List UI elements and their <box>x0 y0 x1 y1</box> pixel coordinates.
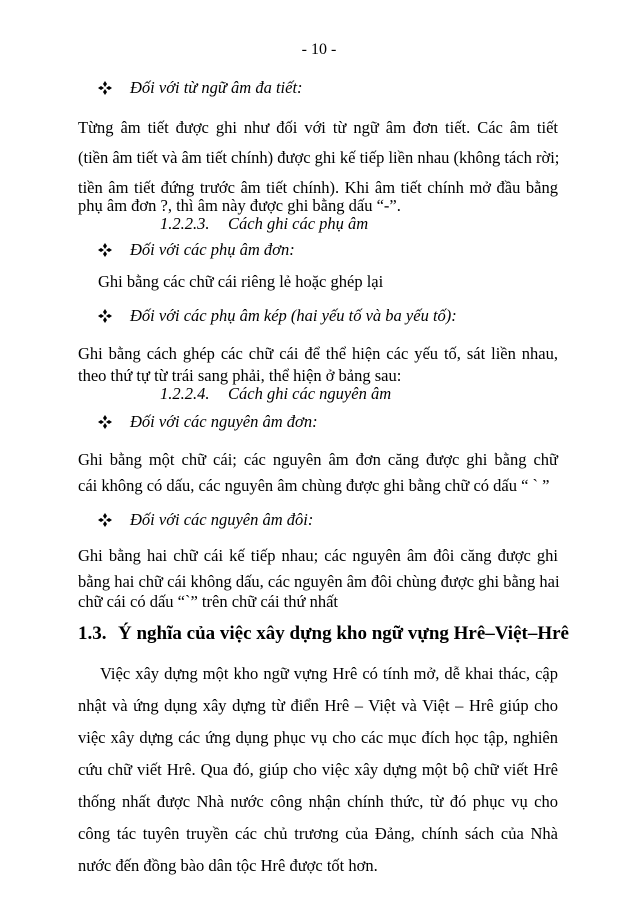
paragraph-line: tiền âm tiết đứng trước âm tiết chính). Khi âm tiết chính mở đầu bằng <box>78 178 558 197</box>
bullet-diphthongs <box>98 510 313 530</box>
diamond-bullet-icon <box>98 415 112 429</box>
bullet-single-consonants <box>98 240 295 260</box>
subsection-number: 1.2.2.4. <box>160 384 210 403</box>
paragraph-line: theo thứ tự từ trái sang phải, thể hiện ở bảng sau: <box>78 366 402 385</box>
section-number: 1.3. <box>78 623 107 644</box>
diamond-bullet-icon <box>98 513 112 527</box>
paragraph-line: bằng hai chữ cái không dấu, các nguyên âm đôi chùng được ghi bằng hai <box>78 572 560 591</box>
bullet-text: Đối với các nguyên âm đôi: <box>130 510 314 529</box>
paragraph-line: cứu chữ viết Hrê. Qua đó, giúp cho việc xây dựng một bộ chữ viết Hrê <box>78 760 558 779</box>
paragraph-line: Ghi bằng các chữ cái riêng lẻ hoặc ghép lại <box>98 272 384 291</box>
paragraph-line: việc xây dựng các ứng dụng phục vụ cho các mục đích học tập, nghiên <box>78 728 558 747</box>
bullet-double-consonants <box>98 306 457 326</box>
section-title: Ý nghĩa của việc xây dựng kho ngữ vựng Hrê–Việt–Hrê <box>118 623 569 644</box>
paragraph-line: phụ âm đơn ?, thì âm này được ghi bằng dấu “-”. <box>78 196 401 215</box>
paragraph-line: Việc xây dựng một kho ngữ vựng Hrê có tính mở, dễ khai thác, cập <box>100 664 558 683</box>
paragraph-line: nước đến đồng bào dân tộc Hrê được tốt hơn. <box>78 856 378 875</box>
subsection-title: Cách ghi các phụ âm <box>228 214 369 233</box>
paragraph-line: thống nhất được Nhà nước công nhận chính thức, từ đó phục vụ cho <box>78 792 558 811</box>
diamond-bullet-icon <box>98 243 112 257</box>
subsection-consonants <box>160 214 368 234</box>
subsection-title: Cách ghi các nguyên âm <box>228 384 392 403</box>
bullet-text: Đối với các phụ âm đơn: <box>130 240 295 259</box>
bullet-text: Đối với các phụ âm kép (hai yếu tố và ba yếu tố): <box>130 306 457 325</box>
paragraph-line: Từng âm tiết được ghi như đối với từ ngữ âm đơn tiết. Các âm tiết <box>78 118 558 137</box>
paragraph-line: Ghi bằng hai chữ cái kế tiếp nhau; các nguyên âm đôi căng được ghi <box>78 546 558 565</box>
section-heading <box>78 622 569 646</box>
bullet-text: Đối với từ ngữ âm đa tiết: <box>130 78 303 97</box>
paragraph-line: cái không có dấu, các nguyên âm chùng được ghi bằng chữ có dấu “ ` ” <box>78 476 550 495</box>
paragraph-line: Ghi bằng cách ghép các chữ cái để thể hiện các yếu tố, sát liền nhau, <box>78 344 558 363</box>
paragraph-line: công tác tuyên truyền các chủ trương của Đảng, chính sách của Nhà <box>78 824 558 843</box>
subsection-vowels <box>160 384 391 404</box>
subsection-number: 1.2.2.3. <box>160 214 210 233</box>
bullet-polysyllabic <box>98 78 303 98</box>
page-number: - 10 - <box>301 41 337 58</box>
bullet-text: Đối với các nguyên âm đơn: <box>130 412 318 431</box>
paragraph-line: Ghi bằng một chữ cái; các nguyên âm đơn căng được ghi bằng chữ <box>78 450 558 469</box>
diamond-bullet-icon <box>98 81 112 95</box>
paragraph-line: chữ cái có dấu “`” trên chữ cái thứ nhất <box>78 592 338 611</box>
bullet-single-vowels <box>98 412 318 432</box>
paragraph-line: (tiền âm tiết và âm tiết chính) được ghi kế tiếp liền nhau (không tách rời; <box>78 148 560 167</box>
paragraph-line: nhật và ứng dụng xây dựng từ điển Hrê – Việt và Việt – Hrê giúp cho <box>78 696 558 715</box>
diamond-bullet-icon <box>98 309 112 323</box>
